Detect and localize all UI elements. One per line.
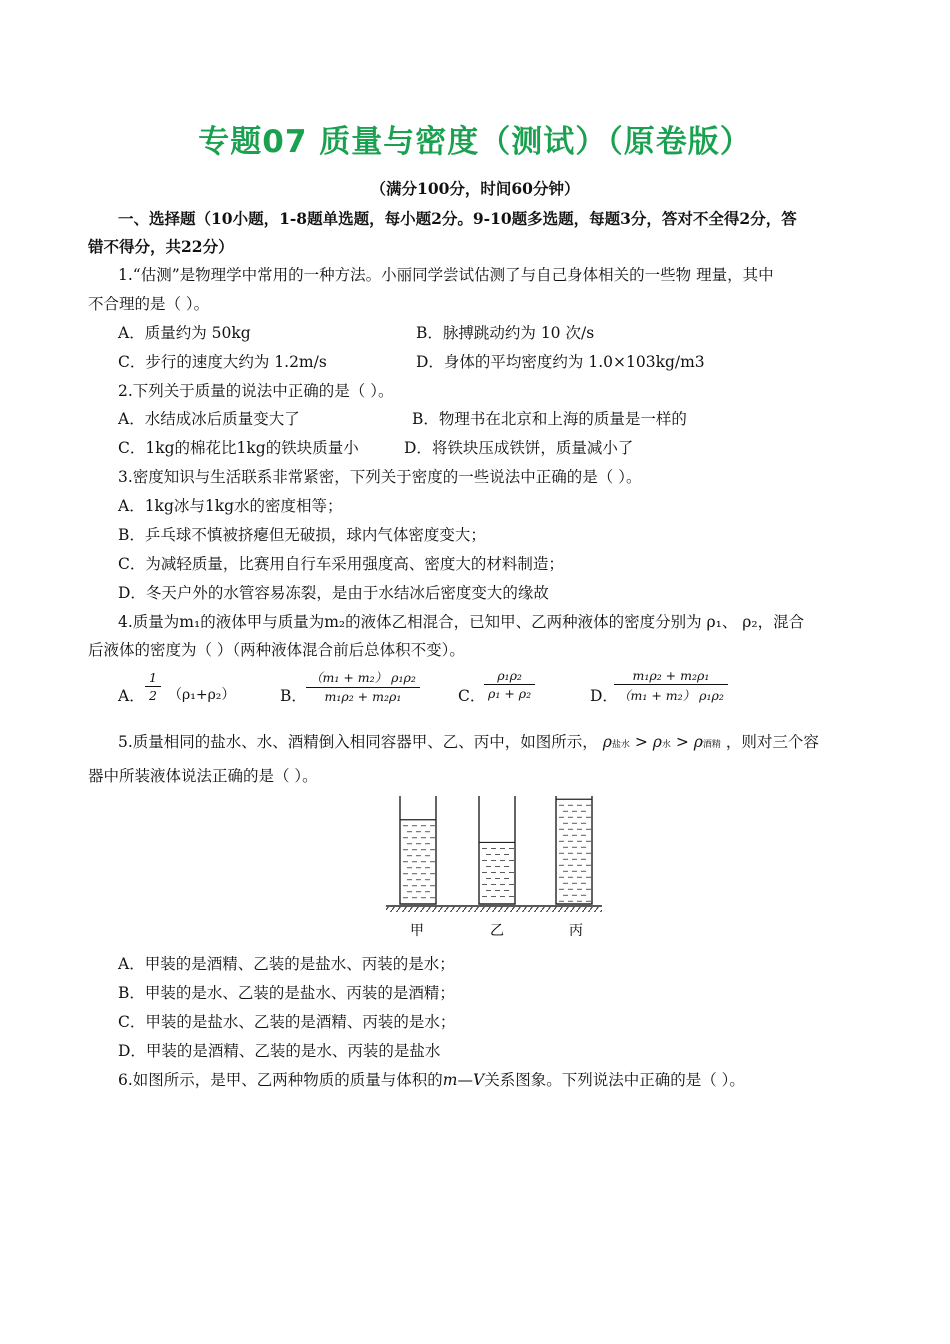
q4-b-denominator: m₁ρ₂ + m₂ρ₁ — [324, 689, 402, 704]
q4-d-denominator: （m₁ + m₂） ρ₁ρ₂ — [618, 688, 724, 703]
q5-option-c: C．甲装的是盐水、乙装的是酒精、丙装的是水； — [118, 1013, 456, 1031]
q4-option-a-tail: （ρ₁+ρ₂） — [168, 687, 236, 703]
q5-option-a: A．甲装的是酒精、乙装的是盐水、丙装的是水； — [118, 955, 455, 973]
q6-stem-pre: 6.如图所示，是甲、乙两种物质的质量与体积的 — [118, 1071, 443, 1089]
rho-salt-symbol: ρ — [602, 733, 612, 751]
q3-option-b: B．乒乓球不慎被挤瘪但无破损，球内气体密度变大； — [118, 526, 486, 544]
q4-a-numerator: 1 — [145, 670, 161, 687]
q2-option-a: A．水结成冰后质量变大了 — [118, 410, 300, 428]
q4-stem-cont: 后液体的密度为（ ）（两种液体混合前后总体积不变）。 — [88, 641, 465, 659]
q5-stem-cont: 器中所装液体说法正确的是（ ）。 — [88, 767, 318, 785]
q3-option-d: D．冬天户外的水管容易冻裂，是由于水结冰后密度变大的缘故 — [118, 584, 549, 602]
rho-water-symbol: ρ — [652, 733, 662, 751]
container-yi-liquid — [479, 842, 515, 904]
q2-option-c: C．1kg的棉花比1kg的铁块质量小 — [118, 439, 359, 457]
label-yi: 乙 — [490, 923, 504, 939]
q2-option-b: B．物理书在北京和上海的质量是一样的 — [412, 410, 687, 428]
q6-stem — [118, 1070, 745, 1090]
q1-option-c: C．步行的速度大约为 1.2m/s — [118, 353, 327, 371]
q2-option-d: D．将铁块压成铁饼，质量减小了 — [404, 439, 634, 457]
page-title: 专题07 质量与密度（测试）（原卷版） — [198, 124, 752, 160]
subtitle: （满分100分，时间60分钟） — [370, 179, 580, 198]
q6-stem-post: 关系图象。下列说法中正确的是（ ）。 — [484, 1071, 745, 1089]
q4-a-denominator: 2 — [149, 688, 157, 703]
q4-option-a-fraction — [145, 670, 161, 703]
q3-option-a: A．1kg冰与1kg水的密度相等； — [118, 497, 343, 515]
ground-hatching — [386, 907, 602, 912]
q4-option-a-label: A． — [118, 687, 145, 705]
rho-salt-subscript: 盐水 — [611, 740, 630, 750]
q4-option-b-fraction — [306, 668, 420, 704]
containers-figure — [380, 790, 610, 950]
q5-stem-pre: 5.质量相同的盐水、水、酒精倒入相同容器甲、乙、丙中，如图所示， — [118, 733, 598, 751]
q5-stem-post: ，则对三个容 — [725, 733, 819, 751]
gt-2: > — [675, 733, 689, 751]
q1-option-a: A．质量约为 50kg — [118, 324, 251, 342]
gt-1: > — [634, 733, 648, 751]
q5-option-d: D．甲装的是酒精、乙装的是水、丙装的是盐水 — [118, 1042, 441, 1060]
q4-option-b-label: B． — [280, 687, 307, 705]
rho-alcohol-symbol: ρ — [693, 733, 703, 751]
section-heading-cont: 错不得分，共22分） — [88, 237, 234, 256]
label-jia: 甲 — [410, 923, 424, 939]
q4-option-d-fraction — [614, 668, 728, 704]
section-heading: 一、选择题（10小题，1-8题单选题，每小题2分。9-10题多选题，每题3分，答对不全得2分，答 — [118, 209, 797, 228]
q4-stem: 4.质量为m₁的液体甲与质量为m₂的液体乙相混合，已知甲、乙两种液体的密度分别为 ρ₁、 ρ₂，混合 — [118, 613, 805, 631]
label-bing: 丙 — [569, 923, 583, 939]
q4-d-numerator: m₁ρ₂ + m₂ρ₁ — [614, 668, 728, 685]
q1-stem: 1.“估测”是物理学中常用的一种方法。小丽同学尝试估测了与自己身体相关的一些物 理量，其中 — [118, 266, 774, 284]
q4-b-numerator: （m₁ + m₂） ρ₁ρ₂ — [306, 668, 420, 688]
q1-option-d: D．身体的平均密度约为 1.0×103kg/m3 — [416, 353, 705, 371]
q4-option-d-label: D． — [590, 687, 618, 705]
q1-option-b: B．脉搏跳动约为 10 次/s — [416, 324, 595, 342]
rho-alcohol-subscript: 酒精 — [702, 740, 721, 750]
q2-stem: 2.下列关于质量的说法中正确的是（ ）。 — [118, 382, 394, 400]
q6-mv: m—V — [442, 1071, 485, 1089]
q3-option-c: C．为减轻质量，比赛用自行车采用强度高、密度大的材料制造； — [118, 555, 564, 573]
q4-option-c-fraction — [484, 668, 535, 701]
q5-option-b: B．甲装的是水、乙装的是盐水、丙装的是酒精； — [118, 984, 455, 1002]
q4-c-numerator: ρ₁ρ₂ — [484, 668, 535, 685]
q3-stem: 3.密度知识与生活联系非常紧密，下列关于密度的一些说法中正确的是（ ）。 — [118, 468, 642, 486]
q1-stem-cont: 不合理的是（ ）。 — [88, 295, 210, 313]
q4-c-denominator: ρ₁ + ρ₂ — [488, 686, 532, 701]
container-bing-liquid — [556, 799, 592, 904]
q4-option-c-label: C． — [458, 687, 486, 705]
q5-stem — [118, 732, 819, 755]
rho-water-subscript: 水 — [661, 740, 671, 750]
